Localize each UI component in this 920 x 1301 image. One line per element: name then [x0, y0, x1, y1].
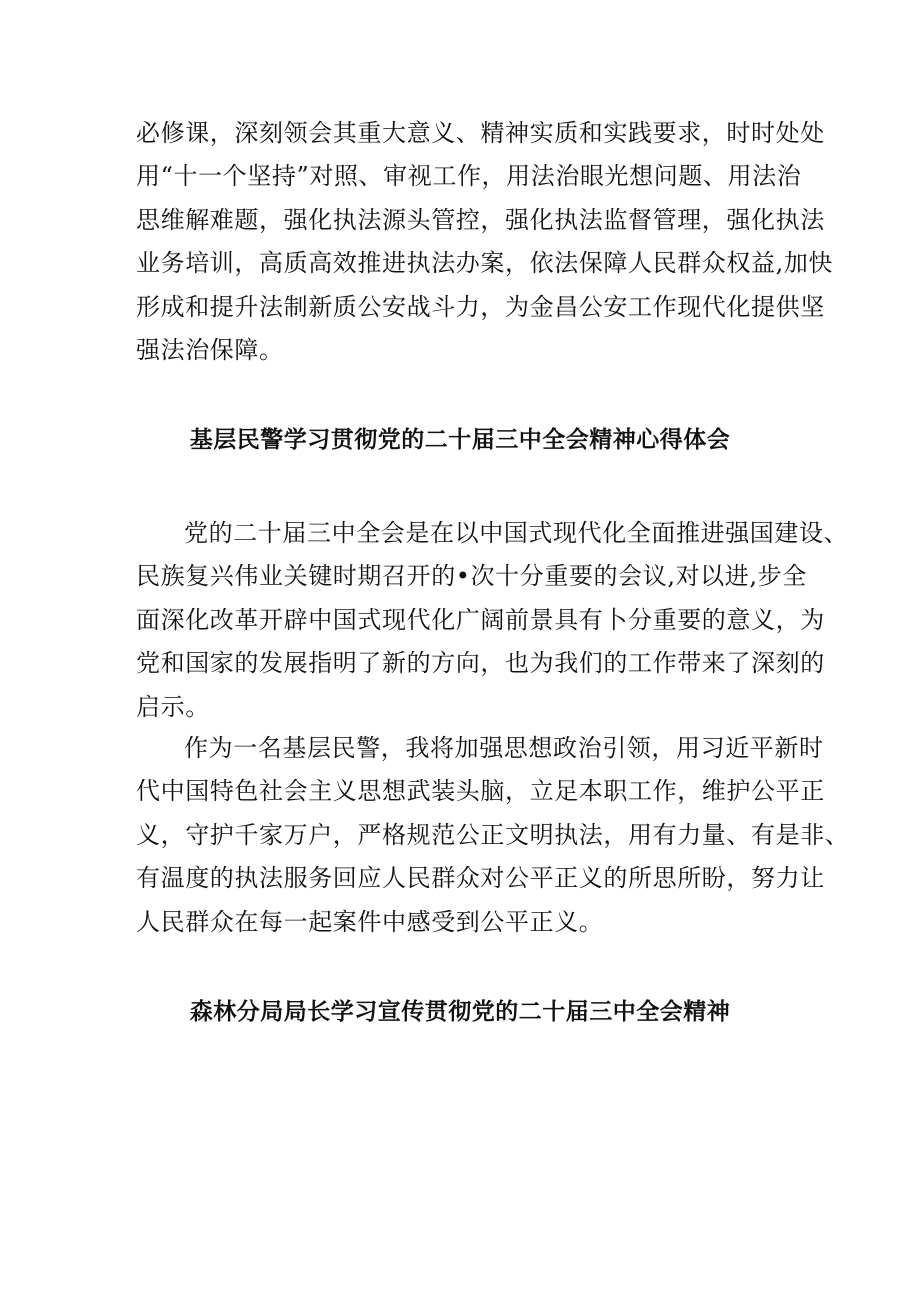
- s1p1-line-4: 党和国家的发展指明了新的方向，也为我们的工作带来了深刻的: [136, 649, 825, 678]
- intro-line-5: 形成和提升法制新质公安战斗力，为金昌公安工作现代化提供坚: [136, 292, 825, 321]
- s1p2-line-5: 人民群众在每一起案件中感受到公平正义。: [136, 907, 604, 936]
- section1-title: 基层民警学习贯彻党的二十届三中全会精神心得体会: [189, 426, 731, 453]
- intro-line-2: 用“十一个坚持”对照、审视工作，用法治眼光想问题、用法治: [136, 162, 802, 191]
- intro-line-4: 业务培训，高质高效推进执法办案，依法保障人民群众权益,加快: [136, 249, 834, 278]
- intro-paragraph: [136, 112, 834, 372]
- intro-line-6: 强法治保障。: [136, 335, 284, 364]
- s1p1-line-1: 党的二十届三中全会是在以中国式现代化全面推进强国建设、: [184, 519, 849, 547]
- s1p2-line-1: 作为一名基层民警，我将加强思想政治引领，用习近平新时: [184, 734, 824, 762]
- s1p2-line-4: 有温度的执法服务回应人民群众对公平正义的所思所盼，努力让: [136, 864, 825, 893]
- intro-line-3: 思维解难题，强化执法源头管控，强化执法监督管理，强化执法: [136, 205, 825, 234]
- s1p1-line-2: 民族复兴伟业关键时期召开的•次十分重要的会议,对以进,步全: [136, 562, 807, 591]
- section2-title: 森林分局局长学习宣传贯彻党的二十届三中全会精神: [189, 998, 731, 1025]
- s1p2-line-3: 义，守护千家万户，严格规范公正文明执法，用有力量、有是非、: [136, 820, 850, 849]
- section1-paragraph-2: [136, 727, 850, 944]
- intro-line-1: 必修课，深刻领会其重大意义、精神实质和实践要求，时时处处: [136, 119, 825, 147]
- s1p1-line-5: 启示。: [136, 692, 210, 721]
- s1p2-line-2: 代中国特色社会主义思想武装头脑，立足本职工作，维护公平正: [136, 777, 825, 806]
- s1p1-line-3: 面深化改革开辟中国式现代化广阔前景具有卜分重要的意义，为: [136, 605, 825, 634]
- section1-paragraph-1: [136, 512, 849, 729]
